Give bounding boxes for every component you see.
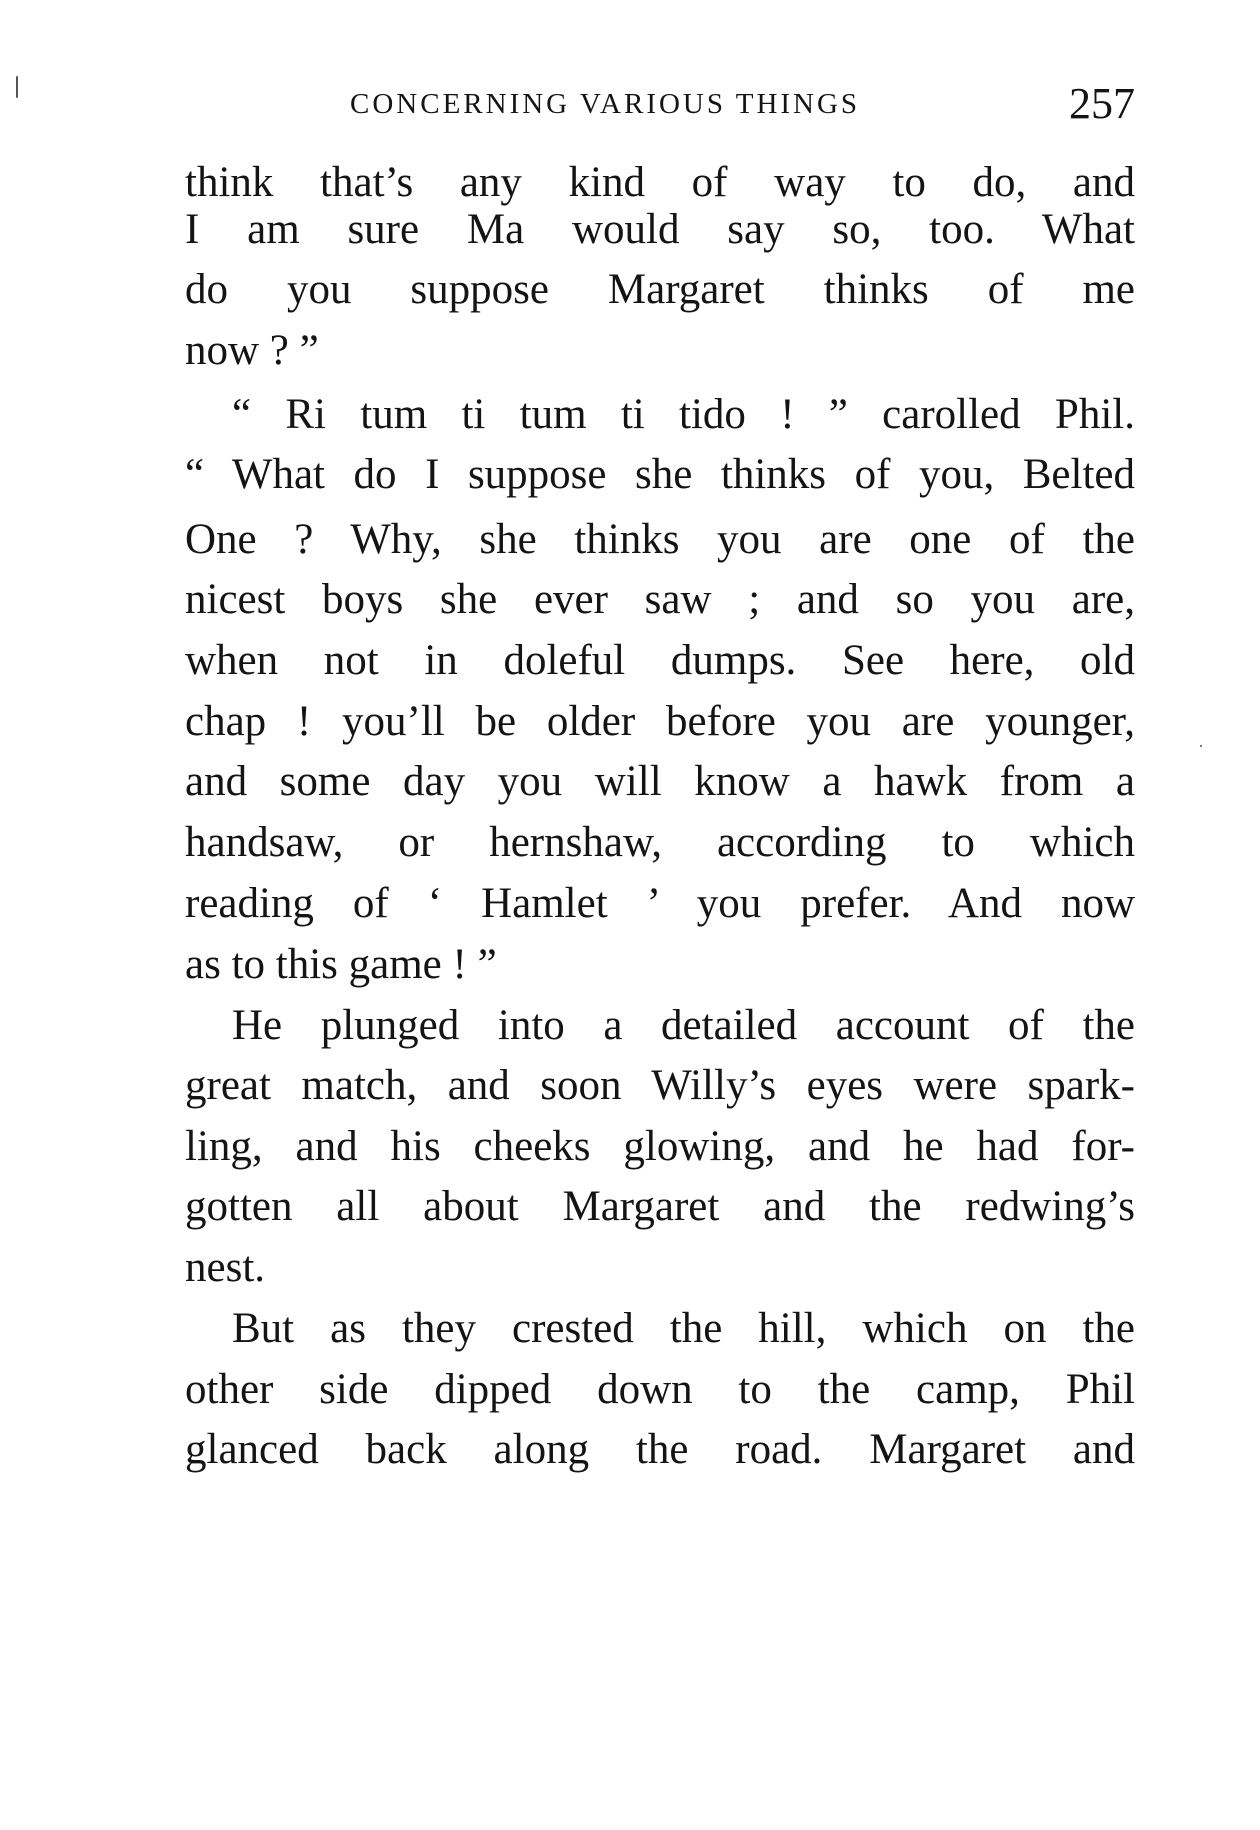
- text-line: chap ! you’ll be older before you are younger,: [185, 698, 1135, 745]
- text-line: reading of ‘ Hamlet ’ you prefer. And now: [185, 880, 1135, 927]
- text-line: One ? Why, she thinks you are one of the: [185, 516, 1135, 563]
- text-line: I am sure Ma would say so, too. What: [185, 206, 1135, 253]
- text-line: think that’s any kind of way to do, and: [185, 159, 1135, 206]
- paragraph-first-line: He plunged into a detailed account of the: [232, 1002, 1135, 1049]
- text-line: handsaw, or hernshaw, according to which: [185, 819, 1135, 866]
- paragraph-first-line: But as they crested the hill, which on the: [232, 1305, 1135, 1352]
- scan-speck: [1200, 745, 1202, 747]
- text-line: other side dipped down to the camp, Phil: [185, 1366, 1135, 1413]
- text-line: nest.: [185, 1244, 266, 1291]
- text-line: now ? ”: [185, 327, 319, 374]
- page-number: 257: [1069, 79, 1135, 128]
- text-line: do you suppose Margaret thinks of me: [185, 266, 1135, 313]
- text-line: nicest boys she ever saw ; and so you are,: [185, 576, 1135, 623]
- scan-mark: [16, 76, 18, 98]
- text-line: “ What do I suppose she thinks of you, Belted: [185, 451, 1135, 498]
- text-line: ling, and his cheeks glowing, and he had for-: [185, 1123, 1135, 1170]
- text-line: glanced back along the road. Margaret and: [185, 1426, 1135, 1473]
- text-line: gotten all about Margaret and the redwing’s: [185, 1183, 1135, 1230]
- running-head: [185, 78, 1135, 128]
- text-line: when not in doleful dumps. See here, old: [185, 637, 1135, 684]
- text-line: as to this game ! ”: [185, 941, 497, 988]
- text-line: and some day you will know a hawk from a: [185, 758, 1135, 805]
- paragraph-first-line: “ Ri tum ti tum ti tido ! ” carolled Phil.: [232, 391, 1135, 438]
- running-title: CONCERNING VARIOUS THINGS: [350, 88, 861, 120]
- text-line: great match, and soon Willy’s eyes were spark-: [185, 1062, 1135, 1109]
